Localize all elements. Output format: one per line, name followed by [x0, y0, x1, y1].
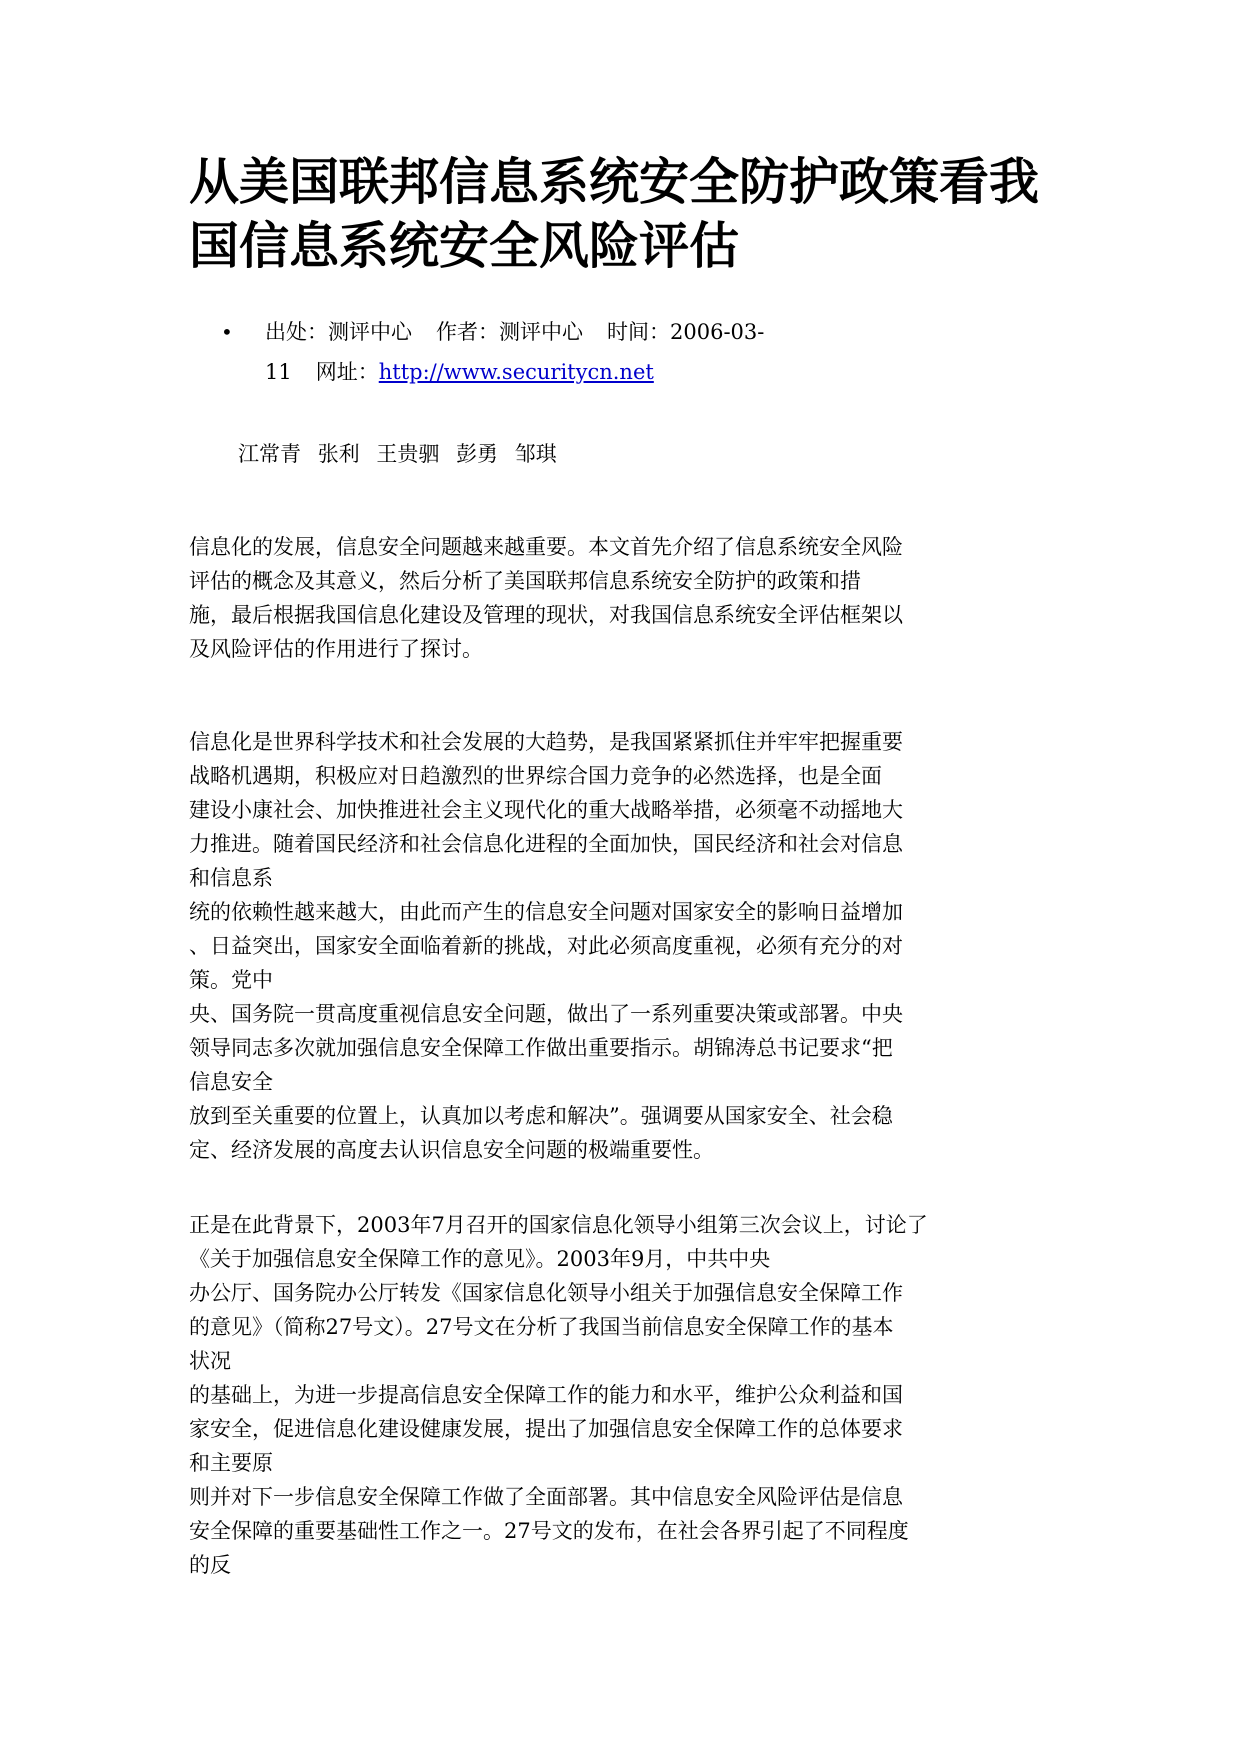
paragraph-line: 的意见》（简称27号文）。27号文在分析了我国当前信息安全保障工作的基本 — [189, 1315, 894, 1339]
paragraph-line: 建设小康社会、加快推进社会主义现代化的重大战略举措，必须毫不动摇地大 — [189, 798, 903, 822]
paragraph-line: 统的依赖性越来越大，由此而产生的信息安全问题对国家安全的影响日益增加 — [189, 900, 903, 924]
paragraph-line: 定、经济发展的高度去认识信息安全问题的极端重要性。 — [189, 1138, 714, 1162]
paragraph-line: 领导同志多次就加强信息安全保障工作做出重要指示。胡锦涛总书记要求“把 — [189, 1036, 893, 1060]
author-name: 江常青 — [238, 442, 301, 466]
paragraph-line: 信息化是世界科学技术和社会发展的大趋势，是我国紧紧抓住并牢牢把握重要 — [189, 730, 903, 754]
abstract-paragraph — [189, 530, 1069, 666]
paragraph-line: 策。党中 — [189, 968, 273, 992]
time-value-part2: 11 — [265, 360, 292, 384]
paragraph-line: 安全保障的重要基础性工作之一。27号文的发布，在社会各界引起了不同程度 — [189, 1519, 909, 1543]
url-label: 网址： — [315, 360, 379, 384]
document-title — [189, 150, 1069, 278]
title-line-2: 国信息系统安全风险评估 — [189, 217, 739, 275]
paragraph-line: 和信息系 — [189, 866, 273, 890]
url-link[interactable]: http://www.securitycn.net — [378, 360, 654, 384]
paragraph-line: 及风险评估的作用进行了探讨。 — [189, 637, 483, 661]
paragraph-line: 的反 — [189, 1553, 231, 1577]
paragraph-line: 力推进。随着国民经济和社会信息化进程的全面加快，国民经济和社会对信息 — [189, 832, 903, 856]
author-value: 测评中心 — [499, 320, 583, 344]
time-label: 时间： — [607, 320, 670, 344]
author-name: 张利 — [317, 442, 360, 466]
paragraph-line: 的基础上，为进一步提高信息安全保障工作的能力和水平，维护公众利益和国 — [189, 1383, 903, 1407]
paragraph-line: 和主要原 — [189, 1451, 273, 1475]
source-value: 测评中心 — [328, 320, 412, 344]
meta-line-2 — [225, 352, 845, 392]
paragraph-line: 战略机遇期，积极应对日趋激烈的世界综合国力竞争的必然选择，也是全面 — [189, 764, 882, 788]
author-list — [238, 438, 567, 470]
paragraph-line: 放到至关重要的位置上，认真加以考虑和解决”。强调要从国家安全、社会稳 — [189, 1104, 893, 1128]
time-value-part1: 2006-03- — [670, 320, 765, 344]
paragraph-line: 《关于加强信息安全保障工作的意见》。2003年9月，中共中央 — [189, 1247, 771, 1271]
paragraph-line: 信息安全 — [189, 1070, 273, 1094]
paragraph-line: 施，最后根据我国信息化建设及管理的现状，对我国信息系统安全评估框架以 — [189, 603, 903, 627]
paragraph-line: 央、国务院一贯高度重视信息安全问题，做出了一系列重要决策或部署。中央 — [189, 1002, 903, 1026]
paragraph-line: 、日益突出，国家安全面临着新的挑战，对此必须高度重视，必须有充分的对 — [189, 934, 903, 958]
article-meta — [221, 312, 845, 392]
author-name: 彭勇 — [456, 442, 499, 466]
paragraph-line: 状况 — [189, 1349, 231, 1373]
paragraph-line: 办公厅、国务院办公厅转发《国家信息化领导小组关于加强信息安全保障工作 — [189, 1281, 903, 1305]
paragraph-line: 正是在此背景下，2003年7月召开的国家信息化领导小组第三次会议上，讨论了 — [189, 1213, 928, 1237]
paragraph-line: 则并对下一步信息安全保障工作做了全面部署。其中信息安全风险评估是信息 — [189, 1485, 903, 1509]
body-paragraph-2 — [189, 1208, 1069, 1582]
author-label: 作者： — [436, 320, 499, 344]
body-paragraph-1 — [189, 725, 1069, 1167]
author-name: 王贵驷 — [376, 442, 440, 466]
author-name: 邹琪 — [514, 442, 557, 466]
meta-line-1 — [225, 312, 845, 352]
source-label: 出处： — [265, 320, 328, 344]
bullet-icon: • — [221, 320, 233, 344]
paragraph-line: 信息化的发展，信息安全问题越来越重要。本文首先介绍了信息系统安全风险 — [189, 535, 903, 559]
paragraph-line: 评估的概念及其意义，然后分析了美国联邦信息系统安全防护的政策和措 — [189, 569, 861, 593]
title-line-1: 从美国联邦信息系统安全防护政策看我 — [189, 153, 1039, 211]
paragraph-line: 家安全，促进信息化建设健康发展，提出了加强信息安全保障工作的总体要求 — [189, 1417, 903, 1441]
